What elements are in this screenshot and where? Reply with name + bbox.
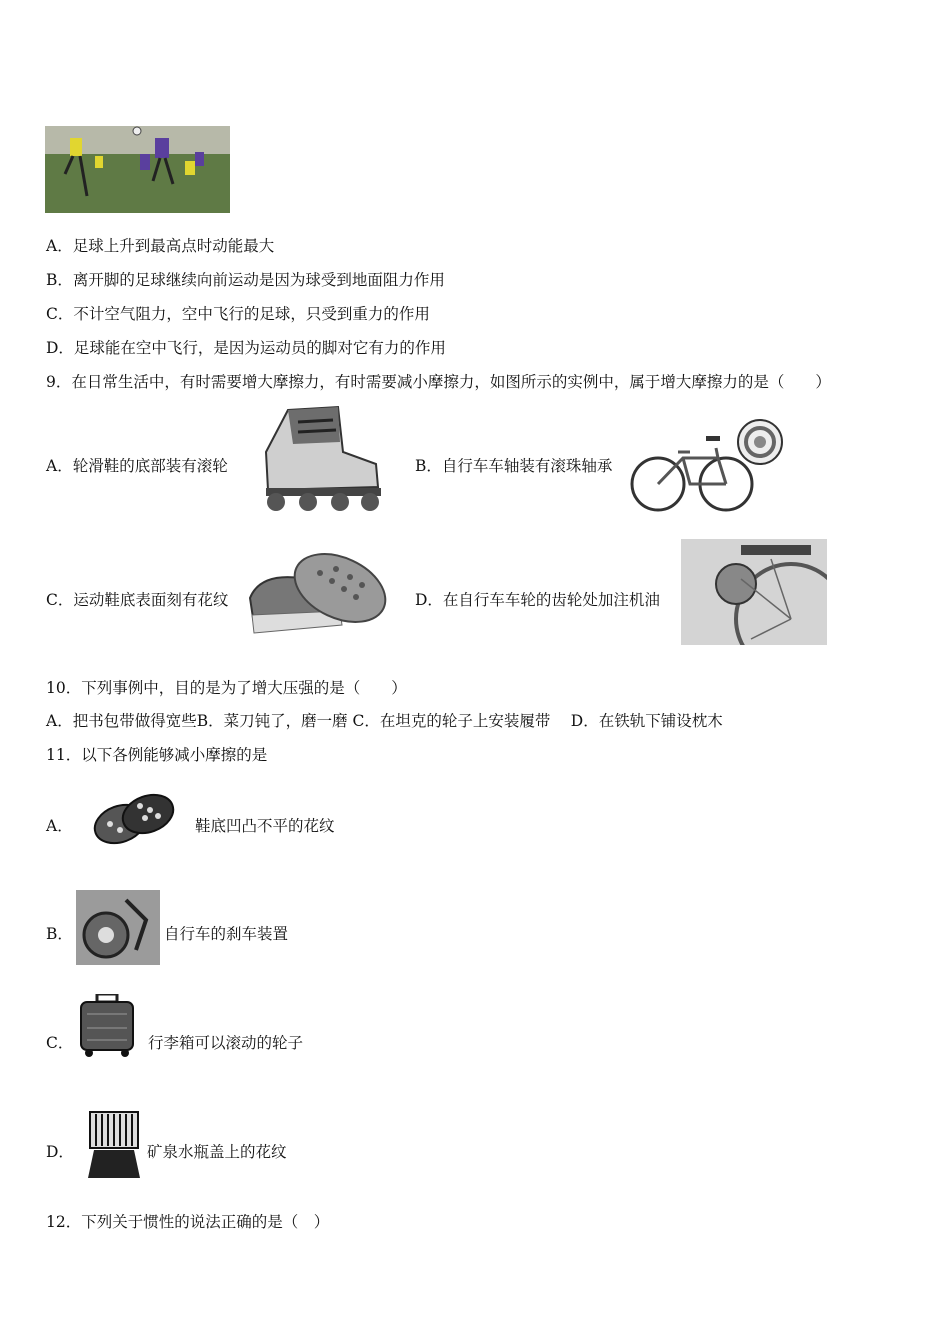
q11-stem: 11．以下各例能够减小摩擦的是 [46,746,268,764]
q11-option-b-text: 自行车的刹车装置 [164,925,289,943]
q11-option-a-letter: A． [46,817,73,835]
q12-stem: 12．下列关于惯性的说法正确的是（ ） [46,1213,330,1231]
q9-option-b: B．自行车车轴装有滚珠轴承 [415,457,613,475]
sneaker-sole-image [240,543,390,638]
bicycle-brake-image [76,890,160,965]
q11-option-c-letter: C． [46,1034,74,1052]
q9-stem: 9．在日常生活中，有时需要增大摩擦力，有时需要减小摩擦力，如图所示的实例中，属于增大摩擦力的是（ ） [46,373,831,391]
q9-option-a: A．轮滑鞋的底部装有滚轮 [46,457,228,475]
bicycle-bearing-image [628,418,788,513]
q11-option-d-letter: D． [46,1143,74,1161]
q8-option-d: D．足球能在空中飞行，是因为运动员的脚对它有力的作用 [46,339,446,357]
luggage-wheels-image [77,994,137,1058]
q9-option-c: C．运动鞋底表面刻有花纹 [46,591,229,609]
q10-options: A．把书包带做得宽些B．菜刀钝了，磨一磨 C．在坦克的轮子上安装履带 D．在铁轨下铺设枕木 [46,712,723,730]
bottle-cap-image [86,1110,142,1180]
q8-option-c: C．不计空气阻力，空中飞行的足球，只受到重力的作用 [46,305,430,323]
q11-option-a-text: 鞋底凹凸不平的花纹 [195,817,335,835]
bicycle-gear-oil-image [681,539,827,645]
q8-option-b: B．离开脚的足球继续向前运动是因为球受到地面阻力作用 [46,271,445,289]
q9-option-d: D．在自行车车轮的齿轮处加注机油 [415,591,660,609]
soccer-players-image [45,126,230,213]
shoe-sole-pattern-image [90,786,180,856]
q11-option-d-text: 矿泉水瓶盖上的花纹 [147,1143,287,1161]
q10-stem: 10．下列事例中，目的是为了增大压强的是（ ） [46,679,407,697]
q8-option-a: A．足球上升到最高点时动能最大 [46,237,275,255]
q11-option-c-text: 行李箱可以滚动的轮子 [148,1034,304,1052]
roller-skate-image [248,402,383,514]
q11-option-b-letter: B． [46,925,73,943]
